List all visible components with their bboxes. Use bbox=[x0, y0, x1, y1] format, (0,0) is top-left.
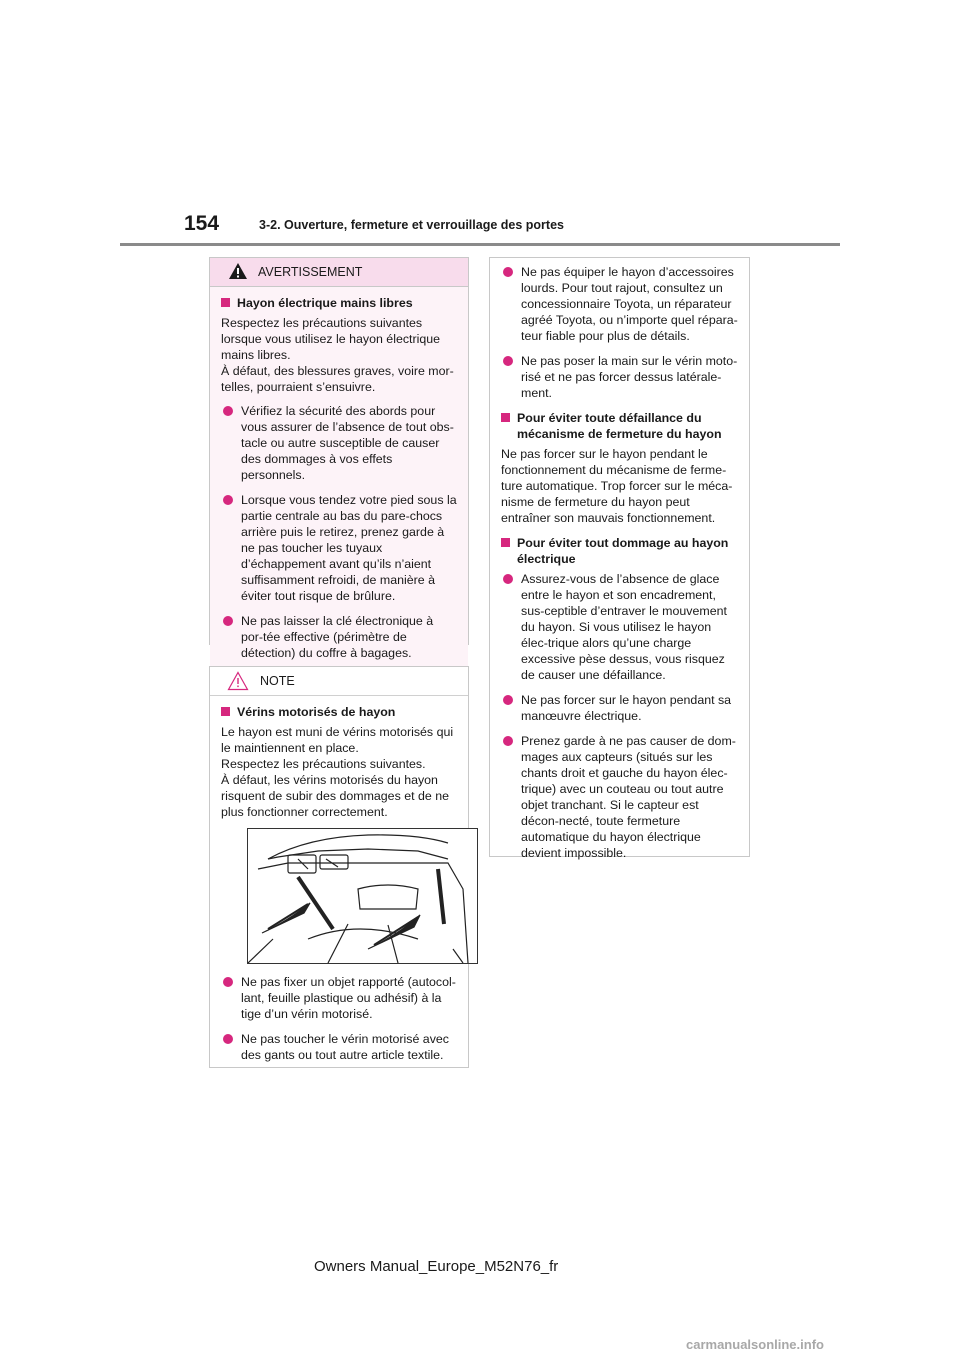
section-title: 3-2. Ouverture, fermeture et verrouillage des portes bbox=[259, 218, 564, 232]
list-item: Ne pas poser la main sur le vérin moto-risé et ne pas forcer dessus latérale-ment. bbox=[501, 353, 739, 401]
round-bullet-icon bbox=[223, 406, 233, 416]
list-item: Lorsque vous tendez votre pied sous la partie centrale au bas du pare-chocs arrière puis le retirez, prenez garde à ne pas toucher les tuyaux d’échappement avant qu’ils n’aient suffisamment refroidi, de manière à éviter tout risque de brûlure. bbox=[221, 492, 458, 604]
page-number: 154 bbox=[184, 212, 220, 235]
warning-box-continued bbox=[489, 257, 750, 860]
round-bullet-icon bbox=[503, 695, 513, 705]
list-item: Vérifiez la sécurité des abords pour vous assurer de l’absence de tout obs-tacle ou autre susceptible de causer des dommages à vos effets personnels. bbox=[221, 403, 458, 483]
section-heading: Pour éviter toute défaillance du mécanisme de fermeture du hayon bbox=[501, 410, 739, 442]
list-item: Prenez garde à ne pas causer de dom-mages aux capteurs (situés sur les chants droit et gauche du hayon élec-trique) avec un couteau ou tout autre objet tranchant. Si le capteur est décon-necté, toute fermeture automatique du hayon électrique devient impossible. bbox=[501, 733, 739, 861]
warning-para: À défaut, des blessures graves, voire mor-telles, pourraient s’ensuivre. bbox=[221, 364, 454, 394]
tailgate-strut-illustration bbox=[247, 828, 478, 964]
warning-triangle-icon bbox=[228, 262, 248, 283]
square-bullet-icon bbox=[221, 707, 230, 716]
warning-box bbox=[209, 257, 469, 660]
list-item: Ne pas laisser la clé électronique à por-tée effective (périmètre de détection) du coffre à bagages. bbox=[221, 613, 458, 661]
round-bullet-icon bbox=[223, 616, 233, 626]
square-bullet-icon bbox=[501, 413, 510, 422]
note-box-header bbox=[210, 667, 468, 696]
warning-box-header bbox=[210, 258, 468, 287]
warning-para: Respectez les précautions suivantes lorsque vous utilisez le hayon électrique mains libres. bbox=[221, 316, 441, 362]
note-title: NOTE bbox=[260, 674, 295, 688]
note-para: Respectez les précautions suivantes. bbox=[221, 757, 426, 771]
section-heading: Pour éviter tout dommage au hayon électrique bbox=[501, 535, 739, 567]
list-item: Ne pas équiper le hayon d’accessoires lourds. Pour tout rajout, consultez un concessionnaire Toyota, un réparateur agréé Toyota, ou n’importe quel répara-teur fiable pour plus de détails. bbox=[501, 264, 739, 344]
warning-heading: Hayon électrique mains libres bbox=[221, 295, 458, 311]
note-para: Le hayon est muni de vérins motorisés qui le maintiennent en place. bbox=[221, 725, 454, 755]
round-bullet-icon bbox=[223, 495, 233, 505]
round-bullet-icon bbox=[503, 574, 513, 584]
list-item: Ne pas forcer sur le hayon pendant sa manœuvre électrique. bbox=[501, 692, 739, 724]
warning-title: AVERTISSEMENT bbox=[258, 265, 363, 279]
square-bullet-icon bbox=[501, 538, 510, 547]
header-rule bbox=[120, 243, 840, 246]
list-item: Ne pas fixer un objet rapporté (autocol-lant, feuille plastique ou adhésif) à la tige d’un vérin motorisé. bbox=[221, 974, 458, 1022]
note-para: À défaut, les vérins motorisés du hayon risquent de subir des dommages et de ne plus fonctionner correctement. bbox=[221, 773, 449, 819]
caution-triangle-icon bbox=[227, 671, 249, 694]
round-bullet-icon bbox=[503, 267, 513, 277]
round-bullet-icon bbox=[223, 1034, 233, 1044]
watermark: carmanualsonline.info bbox=[686, 1337, 824, 1352]
note-box bbox=[209, 666, 469, 1068]
round-bullet-icon bbox=[223, 977, 233, 987]
list-item: Assurez-vous de l’absence de glace entre le hayon et son encadrement, sus-ceptible d’entraver le mouvement du hayon. Si vous utilisez le hayon élec-trique alors qu’une charge excessive pèse dessus, vous risquez de causer une défaillance. bbox=[501, 571, 739, 683]
body-para: Ne pas forcer sur le hayon pendant le fonctionnement du mécanisme de ferme-ture automatique. Trop forcer sur le méca-nisme de fermeture du hayon peut entraîner son mauvais fonctionnement. bbox=[501, 447, 733, 525]
square-bullet-icon bbox=[221, 298, 230, 307]
list-item: Ne pas toucher le vérin motorisé avec des gants ou tout autre article textile. bbox=[221, 1031, 458, 1063]
footer-text: Owners Manual_Europe_M52N76_fr bbox=[314, 1258, 559, 1275]
round-bullet-icon bbox=[503, 736, 513, 746]
round-bullet-icon bbox=[503, 356, 513, 366]
note-heading: Vérins motorisés de hayon bbox=[221, 704, 458, 720]
